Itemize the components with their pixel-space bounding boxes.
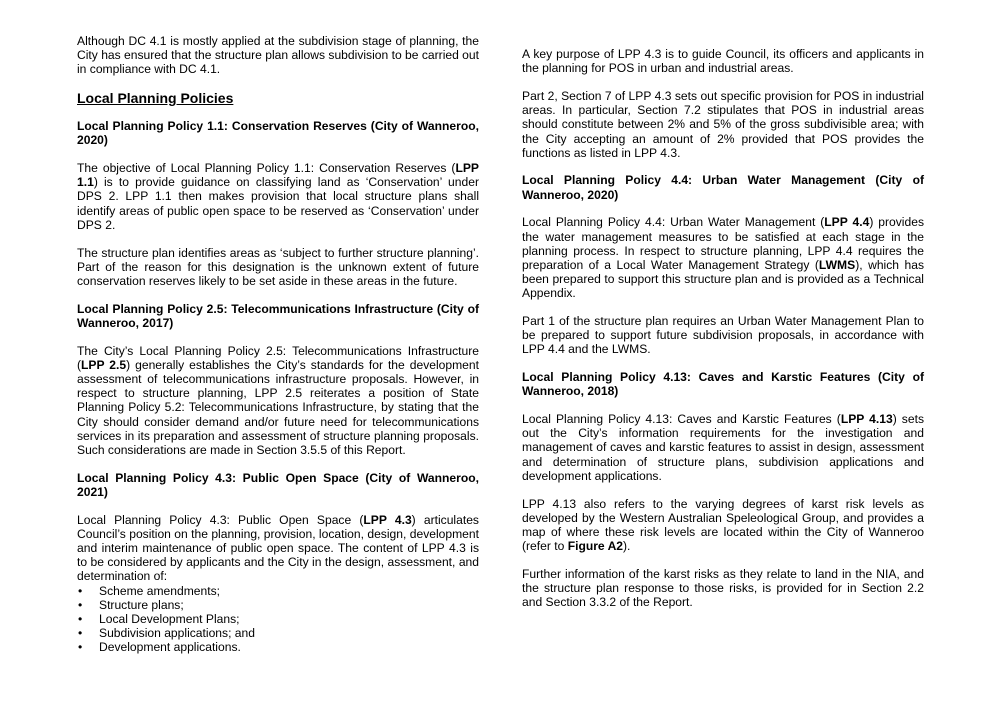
bold-term: LPP 4.13 [840, 412, 893, 427]
lpp-4-13-heading: Local Planning Policy 4.13: Caves and Karstic Features (City of Wanneroo, 2018) [522, 370, 924, 399]
text-run: ) articulates Council’s position on the planning, provision, location, design, development and interim maintenance of public open space. The content of LPP 4.3 is to be considered by applicants and the City in the design, assessment, and determination of: [77, 512, 479, 584]
bold-term: LPP 2.5 [81, 357, 127, 372]
lpp-1-1-heading: Local Planning Policy 1.1: Conservation Reserves (City of Wanneroo, 2020) [77, 119, 479, 148]
lpp-4-13-paragraph-2 [522, 497, 924, 554]
list-item: • Subdivision applications; and [77, 626, 479, 640]
bold-term: LPP 4.3 [363, 512, 412, 527]
list-item: • Development applications. [77, 640, 479, 654]
text-run: ) provides the water management measures to be satisfied at each stage in the planning process. In respect to structure planning, LPP 4.4 requires the preparation of a Local Water Management Strategy ( [522, 215, 924, 272]
pos-paragraph-2: Part 2, Section 7 of LPP 4.3 sets out specific provision for POS in industrial areas. In particular, Section 7.2 stipulates that POS in industrial areas should constitute between 2% and 5% of the gross subdivisible area; with the City accepting an amount of 2% provided that POS provides the functions as listed in LPP 4.3. [522, 88, 924, 160]
lpp-2-5-paragraph [77, 344, 479, 458]
bold-term: LPP 4.4 [824, 215, 870, 230]
text-run: Local Planning Policy 4.13: Caves and Karstic Features ( [522, 412, 841, 427]
lpp-2-5-heading: Local Planning Policy 2.5: Telecommunications Infrastructure (City of Wanneroo, 2017) [77, 301, 479, 330]
bold-term: LWMS [818, 257, 856, 272]
figure-reference: Figure A2 [567, 539, 624, 554]
text-run: LPP 4.13 also refers to the varying degrees of karst risk levels as developed by the Western Australian Speleological Group, and provides a map of where these risk levels are located within the City of Wanneroo (refer to [522, 496, 924, 554]
list-item: • Scheme amendments; [77, 584, 479, 598]
text-run: ) generally establishes the City’s standards for the development assessment of telecommunications infrastructure proposals. However, in respect to structure planning, LPP 2.5 reiterates a position of State Planning Policy 5.2: Telecommunications Infrastructure, by stating that the City should consider demand and/or future need for telecommunications services in its preparation and assessment of structure planning proposals. Such considerations are made in Section 3.5.5 of this Report. [77, 357, 479, 457]
intro-paragraph: Although DC 4.1 is mostly applied at the subdivision stage of planning, the City has ensured that the structure plan allows subdivision to be carried out in compliance with DC 4.1. [77, 34, 479, 77]
text-run: ) is to provide guidance on classifying land as ‘Conservation’ under DPS 2. LPP 1.1 then makes provision that local structure plans shall identify areas of public open space to be reserved as ‘Conservation’ under DPS 2. [77, 175, 479, 232]
text-run: The objective of Local Planning Policy 1.1: Conservation Reserves ( [77, 161, 456, 176]
lpp-4-13-paragraph [522, 412, 924, 483]
lpp-4-4-paragraph [522, 215, 924, 300]
left-column [77, 34, 479, 655]
lpp-4-4-paragraph-2: Part 1 of the structure plan requires an Urban Water Management Plan to be prepared to support future subdivision proposals, in accordance with LPP 4.4 and the LWMS. [522, 314, 924, 357]
list-item: • Local Development Plans; [77, 612, 479, 626]
pos-paragraph-1: A key purpose of LPP 4.3 is to guide Council, its officers and applicants in the planning for POS in urban and industrial areas. [522, 47, 924, 76]
lpp-4-3-heading: Local Planning Policy 4.3: Public Open Space (City of Wanneroo, 2021) [77, 470, 479, 499]
determination-list [77, 584, 479, 655]
text-run: Local Planning Policy 4.3: Public Open Space ( [77, 512, 364, 527]
text-run: The City’s Local Planning Policy 2.5: Telecommunications Infrastructure ( [77, 343, 479, 372]
right-column [522, 47, 924, 623]
lpp-4-3-paragraph [77, 513, 479, 584]
lpp-4-4-heading: Local Planning Policy 4.4: Urban Water Management (City of Wanneroo, 2020) [522, 173, 924, 202]
text-run: ), which has been prepared to support this structure plan and is provided as a Technical Appendix. [522, 257, 925, 301]
text-run: Local Planning Policy 4.4: Urban Water Management ( [522, 215, 825, 230]
text-run: ) sets out the City’s information requirements for the investigation and management of caves and karstic features to assist in design, assessment and determination of structure plans, subdivision applications and development applications. [522, 412, 924, 483]
lpp-4-13-paragraph-3: Further information of the karst risks as they relate to land in the NIA, and the structure plan response to those risks, is provided for in Section 2.2 and Section 3.3.2 of the Report. [522, 566, 924, 610]
bold-term: LPP 1.1 [77, 161, 479, 190]
section-heading: Local Planning Policies [77, 90, 234, 107]
list-item: • Structure plans; [77, 598, 479, 612]
lpp-1-1-paragraph-2: The structure plan identifies areas as ‘subject to further structure planning’. Part of the reason for this designation is the unknown extent of future conservation reserves likely to be set aside in these areas in the future. [77, 245, 479, 288]
text-run: ). [623, 539, 631, 554]
lpp-1-1-paragraph [77, 161, 479, 232]
